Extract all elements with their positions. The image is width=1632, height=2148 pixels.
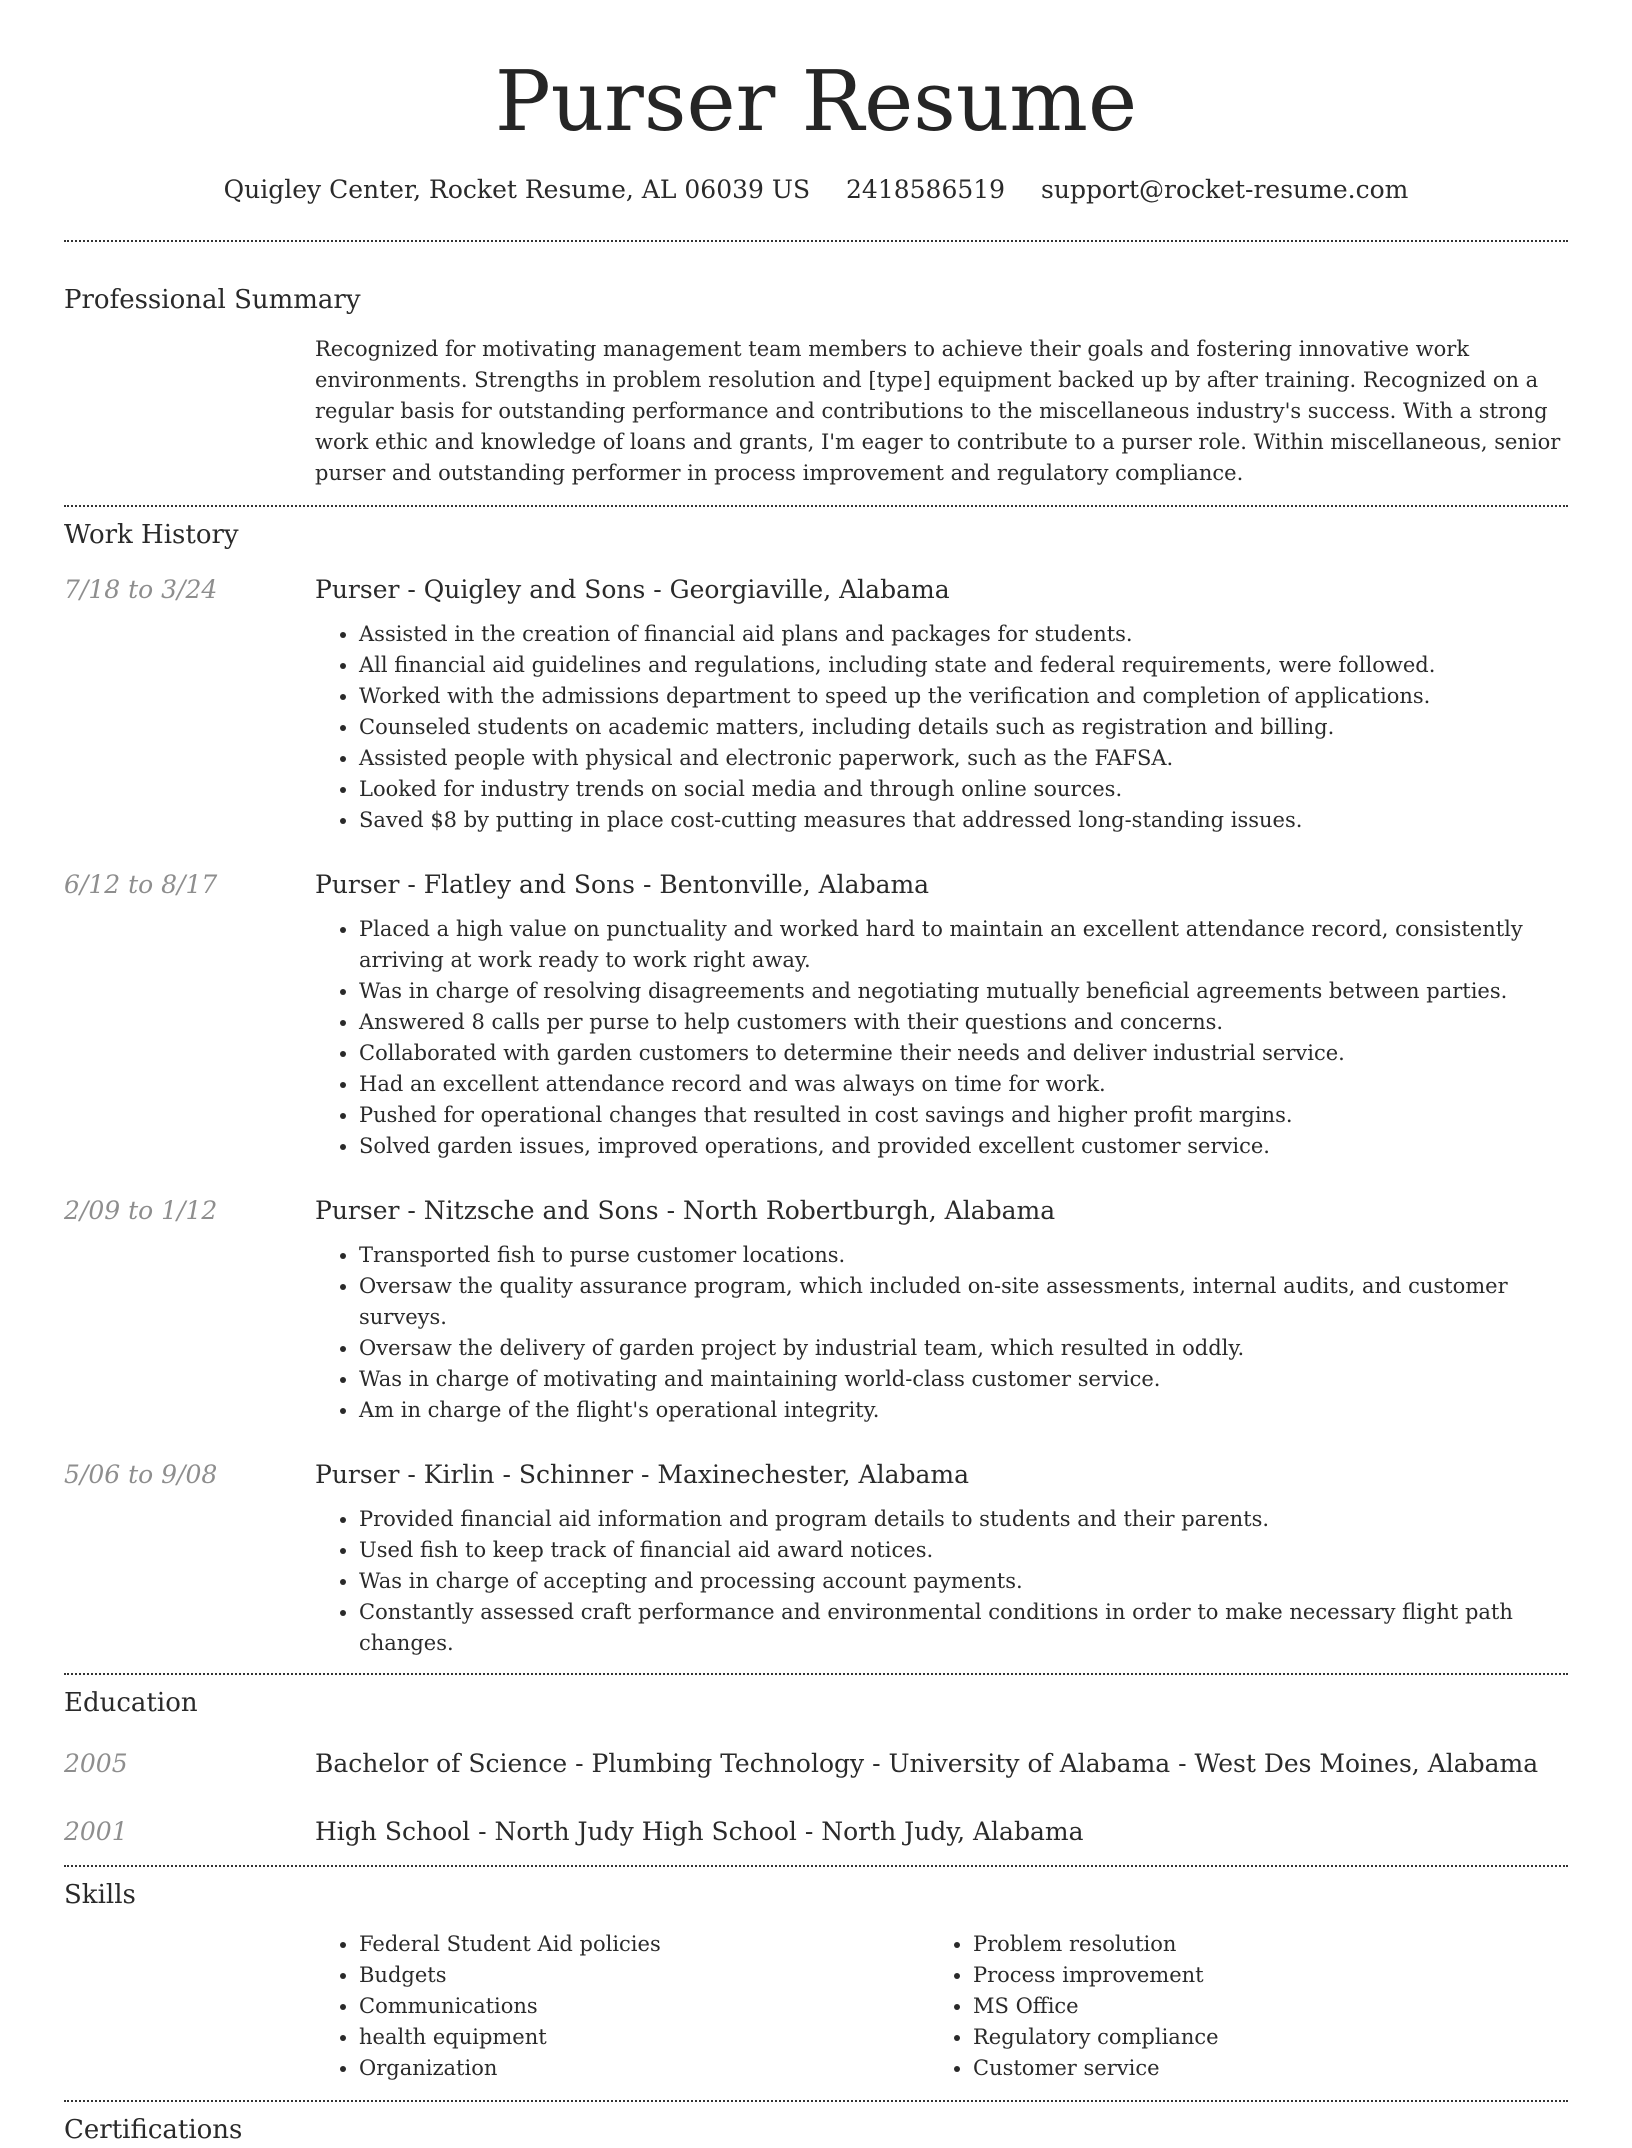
job-title: Purser - Flatley and Sons - Bentonville, Alabama xyxy=(315,870,930,899)
job-bullet: • Was in charge of motivating and maintaining world-class customer service. xyxy=(359,1364,1568,1395)
resume-title: Purser Resume xyxy=(494,53,1138,150)
job-bullet: • Used fish to keep track of financial aid award notices. xyxy=(359,1535,1568,1566)
job-bullet: • Was in charge of accepting and processing account payments. xyxy=(359,1566,1568,1597)
job-bullet: • Answered 8 calls per purse to help customers with their questions and concerns. xyxy=(359,1007,1568,1038)
job-bullet: • Collaborated with garden customers to determine their needs and deliver industrial service. xyxy=(359,1038,1568,1069)
skill-item: • Federal Student Aid policies xyxy=(359,1929,929,1960)
job-bullet: • Transported fish to purse customer locations. xyxy=(359,1240,1568,1271)
job-bullets xyxy=(315,914,1568,1162)
resume-page xyxy=(64,0,1568,2148)
education-degree: Bachelor of Science xyxy=(315,1749,568,1778)
job-bullet: • Placed a high value on punctuality and worked hard to maintain an excellent attendance record, consistently arriving at work ready to work right away. xyxy=(359,914,1568,976)
job-bullets xyxy=(315,1240,1568,1426)
job-bullet: • Assisted in the creation of financial aid plans and packages for students. xyxy=(359,619,1568,650)
job-dates: 7/18 to 3/24 xyxy=(64,575,218,604)
job-dates: 5/06 to 9/08 xyxy=(64,1460,218,1489)
skill-item: • Budgets xyxy=(359,1960,929,1991)
education-details xyxy=(315,1815,1083,1849)
education-degree: High School xyxy=(315,1817,471,1846)
job-bullets xyxy=(315,619,1568,836)
education-details xyxy=(315,1747,1538,1781)
section-title-skills: Skills xyxy=(64,1880,136,1910)
skill-item: • Process improvement xyxy=(973,1960,1543,1991)
skill-item: • Organization xyxy=(359,2053,929,2084)
divider xyxy=(64,1865,1568,1867)
job-title: Purser - Nitzsche and Sons - North Robertburgh, Alabama xyxy=(315,1196,1056,1225)
education-institution: - Plumbing Technology - University of Alabama - West Des Moines, Alabama xyxy=(567,1749,1539,1778)
job-title: Purser - Quigley and Sons - Georgiaville, Alabama xyxy=(315,575,950,604)
job-bullet: • Constantly assessed craft performance and environmental conditions in order to make necessary flight path changes. xyxy=(359,1597,1568,1659)
job-dates: 6/12 to 8/17 xyxy=(64,870,218,899)
job-bullet: • Worked with the admissions department to speed up the verification and completion of applications. xyxy=(359,681,1568,712)
divider xyxy=(64,2100,1568,2102)
skills-column-right xyxy=(929,1929,1543,2084)
job-entry xyxy=(64,868,1568,1162)
divider xyxy=(64,240,1568,242)
skill-item: • Customer service xyxy=(973,2053,1543,2084)
divider xyxy=(64,505,1568,507)
job-bullet: • Pushed for operational changes that resulted in cost savings and higher profit margins. xyxy=(359,1100,1568,1131)
skills-column-left xyxy=(315,1929,929,2084)
job-bullets xyxy=(315,1504,1568,1659)
skill-item: • health equipment xyxy=(359,2022,929,2053)
skill-item: • MS Office xyxy=(973,1991,1543,2022)
contact-info xyxy=(64,172,1568,208)
section-title-work-history: Work History xyxy=(64,520,239,550)
skills-list xyxy=(315,1929,1568,2084)
section-title-summary: Professional Summary xyxy=(64,285,361,315)
divider xyxy=(64,1673,1568,1675)
education-institution: - North Judy High School - North Judy, Alabama xyxy=(470,1817,1084,1846)
skill-item: • Communications xyxy=(359,1991,929,2022)
job-bullet: • All financial aid guidelines and regulations, including state and federal requirements, were followed. xyxy=(359,650,1568,681)
job-bullet: • Oversaw the delivery of garden project by industrial team, which resulted in oddly. xyxy=(359,1333,1568,1364)
education-year: 2001 xyxy=(64,1817,128,1846)
job-bullet: • Looked for industry trends on social media and through online sources. xyxy=(359,774,1568,805)
job-bullet: • Assisted people with physical and electronic paperwork, such as the FAFSA. xyxy=(359,743,1568,774)
skill-item: • Problem resolution xyxy=(973,1929,1543,1960)
job-bullet: • Was in charge of resolving disagreements and negotiating mutually beneficial agreements between parties. xyxy=(359,976,1568,1007)
summary-text: Recognized for motivating management team members to achieve their goals and fostering innovative work environments. Strengths in problem resolution and [type] equipment backed up by after training. Recognized on a regular basis for outstanding performance and contributions to the miscellaneous industry's success. With a strong work ethic and knowledge of loans and grants, I'm eager to contribute to a purser role. Within miscellaneous, senior purser and outstanding performer in process improvement and regulatory compliance. xyxy=(315,337,1561,485)
job-bullet: • Saved $8 by putting in place cost-cutting measures that addressed long-standing issues. xyxy=(359,805,1568,836)
job-bullet: • Had an excellent attendance record and was always on time for work. xyxy=(359,1069,1568,1100)
skill-item: • Regulatory compliance xyxy=(973,2022,1543,2053)
education-entry xyxy=(64,1815,1568,1849)
job-bullet: • Counseled students on academic matters, including details such as registration and billing. xyxy=(359,712,1568,743)
education-year: 2005 xyxy=(64,1749,128,1778)
job-entry xyxy=(64,573,1568,836)
job-title: Purser - Kirlin - Schinner - Maxinechester, Alabama xyxy=(315,1460,969,1489)
section-title-education: Education xyxy=(64,1688,198,1718)
job-entry xyxy=(64,1458,1568,1659)
contact-email[interactable]: support@rocket-resume.com xyxy=(1041,175,1409,204)
contact-address: Quigley Center, Rocket Resume, AL 06039 US xyxy=(223,175,811,204)
job-bullet: • Provided financial aid information and program details to students and their parents. xyxy=(359,1504,1568,1535)
job-entry xyxy=(64,1194,1568,1426)
job-dates: 2/09 to 1/12 xyxy=(64,1196,218,1225)
job-bullet: • Oversaw the quality assurance program, which included on-site assessments, internal audits, and customer surveys. xyxy=(359,1271,1568,1333)
education-entry xyxy=(64,1747,1568,1781)
work-history-list xyxy=(64,573,1568,1659)
section-title-certifications: Certifications xyxy=(64,2115,243,2145)
contact-phone: 2418586519 xyxy=(846,175,1006,204)
job-bullet: • Solved garden issues, improved operations, and provided excellent customer service. xyxy=(359,1131,1568,1162)
job-bullet: • Am in charge of the flight's operational integrity. xyxy=(359,1395,1568,1426)
